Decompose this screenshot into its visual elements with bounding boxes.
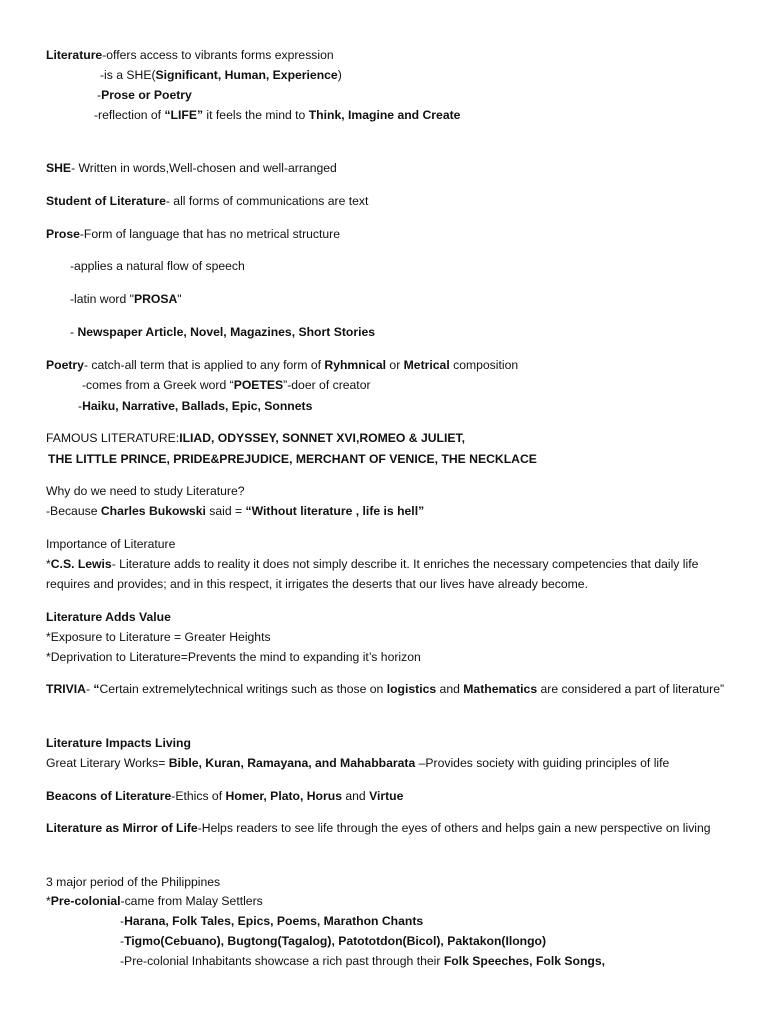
line-pre-colonial-forms: -Harana, Folk Tales, Epics, Poems, Marathon Chants [120,914,424,928]
line-deprivation: *Deprivation to Literature=Prevents the mind to expanding it’s horizon [46,650,421,664]
line-beacons: Beacons of Literature-Ethics of Homer, Plato, Horus and Virtue [46,789,404,803]
line-why-study: Why do we need to study Literature? [46,484,245,498]
line-poetry: Poetry- catch-all term that is applied to any form of Ryhmnical or Metrical composition [46,358,519,372]
line-inhabitants: -Pre-colonial Inhabitants showcase a rich past through their Folk Speeches, Folk Songs, [120,954,606,968]
line-natural-flow: -applies a natural flow of speech [70,259,245,273]
line-cs-lewis: *C.S. Lewis- Literature adds to reality it does not simply describe it. It enriches the necessary competencies that daily life requires and provides; and in this respect, it irrigates the deserts that our lives have already become. [46,557,699,591]
line-trivia: TRIVIA- “Certain extremelytechnical writings such as those on logistics and Mathematics are considered a part of literature” [46,682,725,696]
line-famous-literature-cont: THE LITTLE PRINCE, PRIDE&PREJUDICE, MERCHANT OF VENICE, THE NECKLACE [48,452,537,466]
line-riddles: -Tigmo(Cebuano), Bugtong(Tagalog), Patototdon(Bicol), Paktakon(Ilongo) [120,934,547,948]
line-she: -is a SHE(Significant, Human, Experience) [100,68,342,82]
line-major-periods: 3 major period of the Philippines [46,875,221,889]
line-prose-or-poetry: -Prose or Poetry [97,88,192,102]
line-poetes: -comes from a Greek word “POETES”-doer of creator [82,378,371,392]
line-literature-definition: Literature-offers access to vibrants forms expression [46,48,334,62]
line-she-written: SHE- Written in words,Well-chosen and well-arranged [46,161,337,175]
line-exposure: *Exposure to Literature = Greater Heights [46,630,271,644]
line-pre-colonial: *Pre-colonial-came from Malay Settlers [46,894,263,908]
line-student-of-literature: Student of Literature- all forms of communications are text [46,194,369,208]
line-reflection-of-life: -reflection of “LIFE” it feels the mind to Think, Imagine and Create [94,108,461,122]
line-prose: Prose-Form of language that has no metrical structure [46,227,340,241]
line-importance-heading: Importance of Literature [46,537,176,551]
line-latin-word: -latin word "PROSA" [70,292,182,306]
line-famous-literature: FAMOUS LITERATURE:ILIAD, ODYSSEY, SONNET XVI,ROMEO & JULIET, [46,431,465,445]
line-adds-value-heading: Literature Adds Value [46,610,171,624]
line-mirror-of-life: Literature as Mirror of Life-Helps readers to see life through the eyes of others and helps gain a new perspective on living [46,821,711,835]
line-bukowski: -Because Charles Bukowski said = “Without literature , life is hell” [46,504,425,518]
line-poetry-examples: -Haiku, Narrative, Ballads, Epic, Sonnets [78,399,313,413]
line-great-works: Great Literary Works= Bible, Kuran, Ramayana, and Mahabbarata –Provides society with guiding principles of life [46,756,670,770]
line-prose-examples: - Newspaper Article, Novel, Magazines, Short Stories [70,325,376,339]
line-impacts-heading: Literature Impacts Living [46,736,191,750]
